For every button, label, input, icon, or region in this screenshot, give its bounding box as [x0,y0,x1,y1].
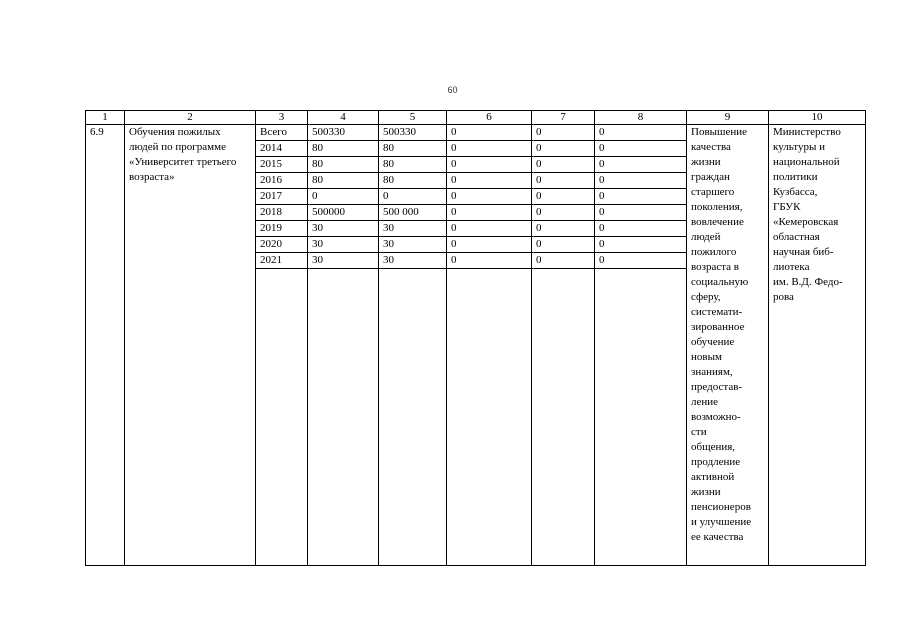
value-cell: 0 [379,189,447,205]
expected-result: Повышение качества жизни граждан старшего поколения, вовлечение людей пожилого возраста в социальную сферу, системати- зированное обучение новым знаниям, предостав- ление возможно- сти общения, продление активной жизни пенсионеров и улучшение ее качества [687,125,769,566]
program-table [85,110,866,566]
value-cell: 500 000 [379,205,447,221]
empty-cell [308,269,379,566]
value-cell: 0 [308,189,379,205]
value-cell: 0 [532,157,595,173]
value-cell: 0 [532,173,595,189]
empty-cell [595,269,687,566]
year-cell: Всего [256,125,308,141]
value-cell: 80 [308,157,379,173]
activity-name: Обучения пожилых людей по программе «Университет третьего возраста» [125,125,256,566]
value-cell: 0 [447,253,532,269]
value-cell: 80 [308,141,379,157]
year-cell: 2021 [256,253,308,269]
value-cell: 80 [379,173,447,189]
value-cell: 30 [379,253,447,269]
value-cell: 0 [532,253,595,269]
value-cell: 0 [595,157,687,173]
year-cell: 2016 [256,173,308,189]
header-cell-10: 10 [769,111,866,125]
year-cell: 2019 [256,221,308,237]
empty-cell [532,269,595,566]
header-row [86,111,866,125]
value-cell: 80 [308,173,379,189]
value-cell: 0 [447,221,532,237]
year-cell: 2017 [256,189,308,205]
year-cell: 2014 [256,141,308,157]
value-cell: 0 [595,125,687,141]
value-cell: 0 [447,157,532,173]
table-row [86,125,866,141]
empty-cell [379,269,447,566]
header-cell-1: 1 [86,111,125,125]
value-cell: 30 [308,221,379,237]
header-cell-7: 7 [532,111,595,125]
value-cell: 30 [308,253,379,269]
row-code: 6.9 [86,125,125,566]
value-cell: 0 [532,237,595,253]
value-cell: 0 [532,189,595,205]
executor: Министерство культуры и национальной политики Кузбасса, ГБУК «Кемеровская областная научная биб- лиотека им. В.Д. Федо- рова [769,125,866,566]
value-cell: 0 [532,125,595,141]
header-cell-4: 4 [308,111,379,125]
value-cell: 80 [379,141,447,157]
value-cell: 0 [532,141,595,157]
header-cell-3: 3 [256,111,308,125]
value-cell: 0 [447,189,532,205]
value-cell: 500330 [379,125,447,141]
header-cell-9: 9 [687,111,769,125]
value-cell: 0 [595,141,687,157]
value-cell: 500000 [308,205,379,221]
value-cell: 30 [379,221,447,237]
header-cell-5: 5 [379,111,447,125]
value-cell: 0 [595,253,687,269]
year-cell: 2015 [256,157,308,173]
page-number: 60 [447,85,458,95]
value-cell: 0 [595,237,687,253]
header-cell-8: 8 [595,111,687,125]
value-cell: 0 [595,173,687,189]
header-cell-6: 6 [447,111,532,125]
value-cell: 30 [308,237,379,253]
value-cell: 0 [447,205,532,221]
value-cell: 0 [447,173,532,189]
value-cell: 0 [532,205,595,221]
value-cell: 0 [595,189,687,205]
header-cell-2: 2 [125,111,256,125]
value-cell: 30 [379,237,447,253]
value-cell: 0 [447,237,532,253]
value-cell: 0 [595,221,687,237]
empty-cell [447,269,532,566]
value-cell: 500330 [308,125,379,141]
empty-cell [256,269,308,566]
value-cell: 0 [447,125,532,141]
value-cell: 0 [595,205,687,221]
value-cell: 0 [447,141,532,157]
value-cell: 0 [532,221,595,237]
year-cell: 2018 [256,205,308,221]
year-cell: 2020 [256,237,308,253]
value-cell: 80 [379,157,447,173]
